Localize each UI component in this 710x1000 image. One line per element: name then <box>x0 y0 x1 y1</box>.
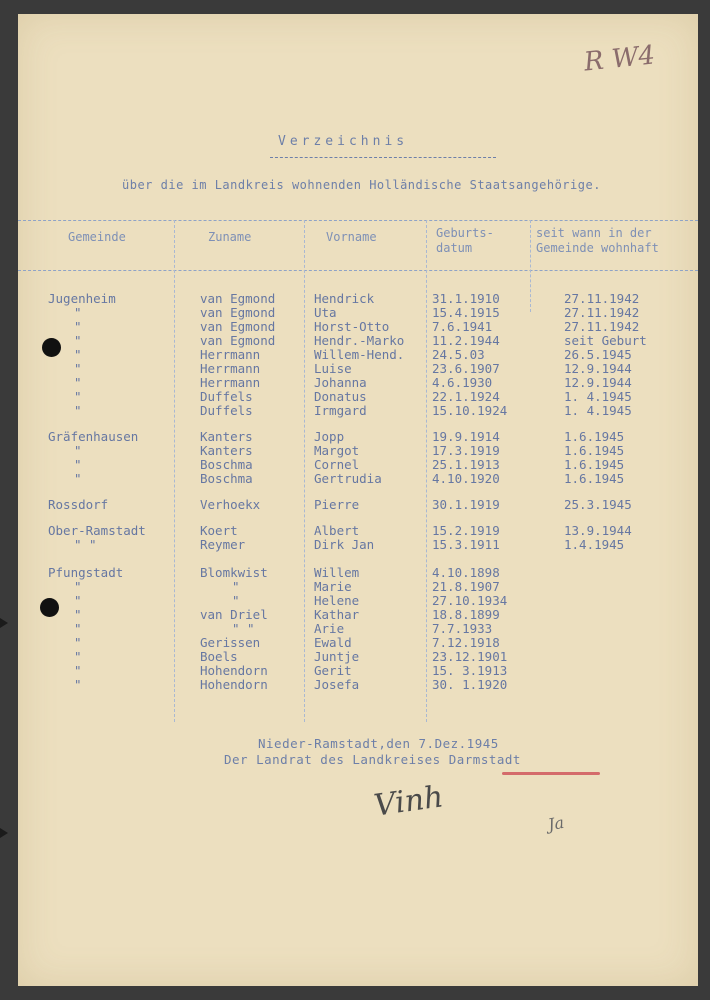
cell-vorname: Pierre <box>314 497 360 512</box>
cell-gemeinde: " " <box>74 537 97 552</box>
table-row <box>18 306 698 320</box>
cell-zuname: " <box>232 579 240 594</box>
cell-gemeinde: " <box>74 471 82 486</box>
cell-vorname: Albert <box>314 523 360 538</box>
cell-zuname: Kanters <box>200 429 253 444</box>
cell-gemeinde: Rossdorf <box>48 497 109 512</box>
cell-geburtsdatum: 4.10.1898 <box>432 565 500 580</box>
cell-wohnhaft-seit: 1. 4.1945 <box>564 389 632 404</box>
cell-vorname: Uta <box>314 305 337 320</box>
cell-vorname: Juntje <box>314 649 360 664</box>
table-row <box>18 678 698 692</box>
cell-gemeinde: " <box>74 579 82 594</box>
cell-gemeinde: " <box>74 347 82 362</box>
cell-gemeinde: " <box>74 457 82 472</box>
cell-zuname: Kanters <box>200 443 253 458</box>
cell-geburtsdatum: 18.8.1899 <box>432 607 500 622</box>
cell-gemeinde: Jugenheim <box>48 291 116 306</box>
cell-geburtsdatum: 7.7.1933 <box>432 621 493 636</box>
cell-zuname: van Egmond <box>200 305 276 320</box>
table-row <box>18 376 698 390</box>
cell-geburtsdatum: 7.12.1918 <box>432 635 500 650</box>
cell-vorname: Helene <box>314 593 360 608</box>
cell-gemeinde: " <box>74 649 82 664</box>
cell-vorname: Donatus <box>314 389 367 404</box>
table-row <box>18 404 698 418</box>
title-underline <box>270 157 496 158</box>
footer-authority: Der Landrat des Landkreises Darmstadt <box>224 752 521 767</box>
cell-gemeinde: " <box>74 319 82 334</box>
cell-vorname: Gertrudia <box>314 471 382 486</box>
cell-geburtsdatum: 27.10.1934 <box>432 593 508 608</box>
cell-wohnhaft-seit: seit Geburt <box>564 333 647 348</box>
cell-geburtsdatum: 21.8.1907 <box>432 579 500 594</box>
cell-vorname: Marie <box>314 579 352 594</box>
cell-geburtsdatum: 19.9.1914 <box>432 429 500 444</box>
cell-wohnhaft-seit: 1.6.1945 <box>564 443 625 458</box>
punch-hole <box>42 338 61 357</box>
cell-zuname: Hohendorn <box>200 677 268 692</box>
table-row <box>18 362 698 376</box>
cell-zuname: Herrmann <box>200 375 261 390</box>
cell-geburtsdatum: 15. 3.1913 <box>432 663 508 678</box>
cell-zuname: van Egmond <box>200 319 276 334</box>
cell-gemeinde: " <box>74 333 82 348</box>
cell-gemeinde: " <box>74 305 82 320</box>
table-top-rule <box>18 220 698 221</box>
table-row <box>18 444 698 458</box>
cell-zuname: " " <box>232 621 255 636</box>
footer-place-date: Nieder-Ramstadt,den 7.Dez.1945 <box>258 736 499 751</box>
table-row <box>18 622 698 636</box>
cell-gemeinde: " <box>74 635 82 650</box>
table-row <box>18 334 698 348</box>
cell-geburtsdatum: 11.2.1944 <box>432 333 500 348</box>
cell-vorname: Margot <box>314 443 360 458</box>
cell-vorname: Willem-Hend. <box>314 347 405 362</box>
cell-vorname: Johanna <box>314 375 367 390</box>
cell-gemeinde: Pfungstadt <box>48 565 124 580</box>
table-row <box>18 524 698 538</box>
header-geburtsdatum: Geburts- datum <box>436 226 494 255</box>
cell-zuname: Duffels <box>200 403 253 418</box>
table-row <box>18 390 698 404</box>
cell-geburtsdatum: 15.2.1919 <box>432 523 500 538</box>
cell-geburtsdatum: 23.12.1901 <box>432 649 508 664</box>
cell-zuname: Duffels <box>200 389 253 404</box>
cell-gemeinde: " <box>74 663 82 678</box>
header-gemeinde: Gemeinde <box>68 230 126 244</box>
table-row <box>18 320 698 334</box>
cell-gemeinde: " <box>74 621 82 636</box>
cell-wohnhaft-seit: 25.3.1945 <box>564 497 632 512</box>
header-zuname: Zuname <box>208 230 252 244</box>
cell-geburtsdatum: 31.1.1910 <box>432 291 500 306</box>
cell-geburtsdatum: 24.5.03 <box>432 347 485 362</box>
header-wohnhaft-seit: seit wann in der Gemeinde wohnhaft <box>536 226 659 255</box>
table-header-rule <box>18 270 698 271</box>
cell-geburtsdatum: 25.1.1913 <box>432 457 500 472</box>
cell-zuname: Boschma <box>200 471 253 486</box>
table-row <box>18 292 698 306</box>
cell-vorname: Hendr.-Marko <box>314 333 405 348</box>
table-row <box>18 458 698 472</box>
header-vorname: Vorname <box>326 230 377 244</box>
cell-wohnhaft-seit: 26.5.1945 <box>564 347 632 362</box>
archive-mark: R W4 <box>582 40 657 78</box>
cell-gemeinde: " <box>74 389 82 404</box>
cell-gemeinde: " <box>74 677 82 692</box>
cell-geburtsdatum: 23.6.1907 <box>432 361 500 376</box>
cell-wohnhaft-seit: 1. 4.1945 <box>564 403 632 418</box>
cell-zuname: Boschma <box>200 457 253 472</box>
cell-zuname: van Egmond <box>200 291 276 306</box>
cell-wohnhaft-seit: 12.9.1944 <box>564 361 632 376</box>
cell-geburtsdatum: 17.3.1919 <box>432 443 500 458</box>
cell-vorname: Gerit <box>314 663 352 678</box>
cell-zuname: van Egmond <box>200 333 276 348</box>
cell-vorname: Willem <box>314 565 360 580</box>
cell-geburtsdatum: 15.10.1924 <box>432 403 508 418</box>
cell-zuname: Verhoekx <box>200 497 261 512</box>
cell-vorname: Horst-Otto <box>314 319 390 334</box>
cell-zuname: Boels <box>200 649 238 664</box>
cell-vorname: Arie <box>314 621 345 636</box>
cell-wohnhaft-seit: 27.11.1942 <box>564 305 640 320</box>
table-row <box>18 566 698 580</box>
cell-zuname: " <box>232 593 240 608</box>
cell-vorname: Irmgard <box>314 403 367 418</box>
cell-gemeinde: " <box>74 361 82 376</box>
cell-gemeinde: " <box>74 607 82 622</box>
cell-vorname: Jopp <box>314 429 345 444</box>
cell-gemeinde: " <box>74 403 82 418</box>
table-row <box>18 664 698 678</box>
cell-geburtsdatum: 30. 1.1920 <box>432 677 508 692</box>
table-row <box>18 650 698 664</box>
cell-gemeinde: " <box>74 375 82 390</box>
cell-gemeinde: " <box>74 593 82 608</box>
cell-geburtsdatum: 30.1.1919 <box>432 497 500 512</box>
cell-geburtsdatum: 7.6.1941 <box>432 319 493 334</box>
cell-zuname: van Driel <box>200 607 268 622</box>
cell-vorname: Hendrick <box>314 291 375 306</box>
cell-vorname: Kathar <box>314 607 360 622</box>
cell-geburtsdatum: 4.10.1920 <box>432 471 500 486</box>
cell-gemeinde: " <box>74 443 82 458</box>
cell-zuname: Blomkwist <box>200 565 268 580</box>
cell-zuname: Hohendorn <box>200 663 268 678</box>
table-row <box>18 430 698 444</box>
table-row <box>18 498 698 512</box>
cell-vorname: Ewald <box>314 635 352 650</box>
table-row <box>18 594 698 608</box>
cell-geburtsdatum: 4.6.1930 <box>432 375 493 390</box>
cell-wohnhaft-seit: 27.11.1942 <box>564 291 640 306</box>
cell-zuname: Gerissen <box>200 635 261 650</box>
cell-wohnhaft-seit: 1.6.1945 <box>564 429 625 444</box>
table-row <box>18 348 698 362</box>
cell-geburtsdatum: 15.3.1911 <box>432 537 500 552</box>
document-page <box>18 14 698 986</box>
cell-geburtsdatum: 22.1.1924 <box>432 389 500 404</box>
punch-hole <box>40 598 59 617</box>
document-subtitle: über die im Landkreis wohnenden Holländische Staatsangehörige. <box>122 178 601 192</box>
document-title: Verzeichnis <box>278 134 409 149</box>
cell-zuname: Herrmann <box>200 361 261 376</box>
cell-wohnhaft-seit: 1.6.1945 <box>564 471 625 486</box>
cell-vorname: Dirk Jan <box>314 537 375 552</box>
cell-gemeinde: Ober-Ramstadt <box>48 523 146 538</box>
handwritten-initials: Ja <box>546 812 566 835</box>
cell-wohnhaft-seit: 1.6.1945 <box>564 457 625 472</box>
cell-zuname: Koert <box>200 523 238 538</box>
table-row <box>18 608 698 622</box>
cell-vorname: Luise <box>314 361 352 376</box>
cell-vorname: Cornel <box>314 457 360 472</box>
handwritten-signature: Vinh <box>371 779 446 824</box>
cell-wohnhaft-seit: 12.9.1944 <box>564 375 632 390</box>
table-row <box>18 472 698 486</box>
cell-wohnhaft-seit: 13.9.1944 <box>564 523 632 538</box>
cell-zuname: Reymer <box>200 537 246 552</box>
paper-notch <box>0 828 8 838</box>
cell-wohnhaft-seit: 27.11.1942 <box>564 319 640 334</box>
table-row <box>18 636 698 650</box>
cell-gemeinde: Gräfenhausen <box>48 429 139 444</box>
table-row <box>18 538 698 552</box>
cell-geburtsdatum: 15.4.1915 <box>432 305 500 320</box>
red-underline <box>502 772 600 775</box>
cell-vorname: Josefa <box>314 677 360 692</box>
cell-zuname: Herrmann <box>200 347 261 362</box>
table-row <box>18 580 698 594</box>
cell-wohnhaft-seit: 1.4.1945 <box>564 537 625 552</box>
paper-notch <box>0 618 8 628</box>
